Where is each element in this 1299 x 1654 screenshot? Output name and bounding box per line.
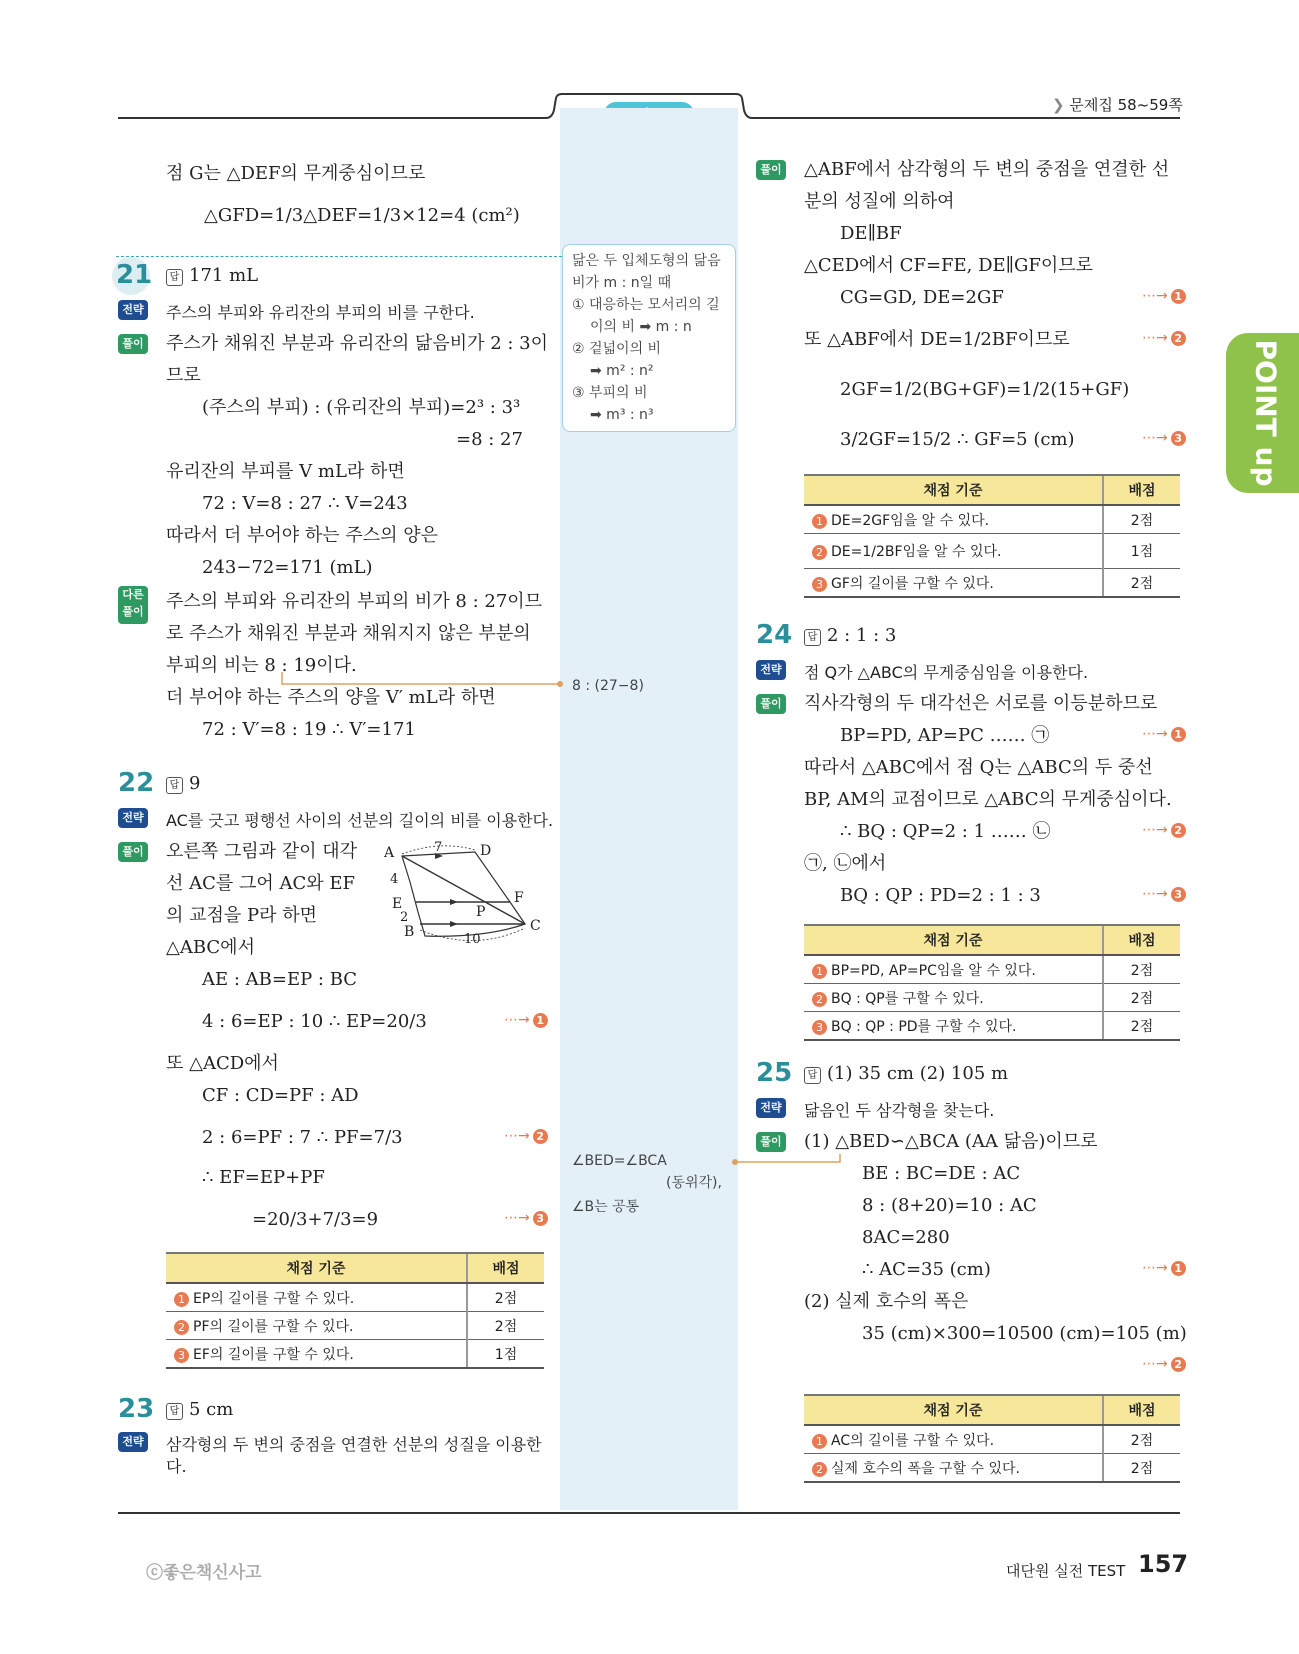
q25-line-2: BE : BC=DE : AC [862,1163,1021,1184]
footer-rule [118,1512,1180,1514]
q24-number: 24 [756,620,793,650]
step-badge-1: 1 [812,514,827,529]
q21-alt-line-3: 부피의 비는 8 : 19이다. [166,655,357,676]
q22-line-8: CF : CD=PF : AD [202,1085,359,1106]
criteria-text: EP의 길이를 구할 수 있다. [193,1290,355,1307]
q23-strategy-1: 삼각형의 두 변의 중점을 연결한 선분의 성질을 이용한 [166,1435,542,1454]
solution-badge: 풀이 [118,842,148,862]
box-note-3-line-2: (동위각), [666,1175,722,1191]
box-note-line-7: ③ 부피의 비 [572,385,648,401]
q21-strategy: 주스의 부피와 유리잔의 부피의 비를 구한다. [166,303,475,322]
table-row [804,1425,1180,1454]
points-text: 2점 [1103,1012,1180,1041]
table-head-points: 배점 [467,1253,544,1283]
table-row [804,1012,1180,1041]
table-row [166,1312,544,1340]
q25-answer [804,1062,1008,1086]
q23-answer [166,1398,233,1422]
table-row [804,1454,1180,1483]
strategy-badge: 전략 [118,808,148,828]
box-note-3-line-3: ∠B는 공통 [572,1199,640,1215]
q22-line-9: 2 : 6=PF : 7 ∴ PF=7/3 [202,1127,403,1148]
box-note-line-2: 비가 m : n일 때 [572,275,672,291]
step-badge-1: 1 [174,1292,189,1307]
points-text: 2점 [1103,505,1180,534]
step-badge-3: 3 [812,577,827,592]
q25-score-table [804,1394,1180,1483]
step-marker-1: ⋯→ 1 [1142,1260,1186,1276]
answer-icon: 답 [166,1403,183,1420]
table-head-criteria: 채점 기준 [804,475,1103,505]
chapter-ref-text: 문제집 58~59쪽 [1069,96,1183,114]
step-badge-3: 3 [174,1348,189,1363]
strategy-badge: 전략 [756,660,786,680]
table-head-points: 배점 [1103,475,1180,505]
q24-score-table [804,924,1180,1041]
strategy-badge: 전략 [756,1098,786,1118]
criteria-text: DE=1/2BF임을 알 수 있다. [831,544,1002,560]
table-row [804,984,1180,1012]
fig-label-P: P [476,904,486,920]
page-number: 157 [1138,1550,1189,1578]
q25-line-5: ∴ AC=35 (cm) [862,1259,991,1280]
q21-alt-line-1: 주스의 부피와 유리잔의 부피의 비가 8 : 27이므 [166,591,543,612]
solution-badge: 풀이 [756,1132,786,1152]
fig-label-7: 7 [434,840,443,855]
q25-line-7: 35 (cm)×300=10500 (cm)=105 (m) [862,1323,1187,1344]
q23-strategy-2: 다. [166,1457,187,1476]
step-marker-1: ⋯→ 1 [1142,726,1186,742]
q22-score-table [166,1252,544,1369]
table-row [804,505,1180,534]
fig-label-C: C [530,918,541,934]
points-text: 1점 [467,1340,544,1369]
q23-sol-line-6: 또 △ABF에서 DE=1/2BF이므로 [804,329,1070,350]
q22-line-11: =20/3+7/3=9 [252,1209,379,1230]
q22-strategy: AC를 긋고 평행선 사이의 선분의 길이의 비를 이용한다. [166,811,554,830]
step-badge-2: 2 [812,1462,827,1477]
criteria-text: BP=PD, AP=PC임을 알 수 있다. [831,962,1036,979]
q24-line-5: ∴ BQ : QP=2 : 1 …… ㉡ [840,821,1051,842]
fig-label-D: D [480,843,492,859]
intro-line-2: △GFD=1/3△DEF=1/3×12=4 (cm²) [204,205,520,226]
q24-line-1: 직사각형의 두 대각선은 서로를 이등분하므로 [804,693,1158,714]
points-text: 2점 [1103,955,1180,984]
q21-line-1: 주스가 채워진 부분과 유리잔의 닮음비가 2 : 3이 [166,333,549,354]
intro-line-1: 점 G는 △DEF의 무게중심이므로 [166,163,426,184]
fig-label-E: E [392,896,403,912]
divider-dashed [116,256,562,257]
box-note-3-line-1: ∠BED=∠BCA [572,1153,667,1169]
step-badge-2: 2 [812,545,827,560]
criteria-text: DE=2GF임을 알 수 있다. [831,512,990,529]
q25-number: 25 [756,1058,793,1088]
q23-answer-text: 5 cm [189,1399,234,1420]
q22-answer [166,772,200,796]
q25-line-1: (1) △BED∽△BCA (AA 닮음)이므로 [804,1131,1098,1152]
box-note-line-5: ② 겉넓이의 비 [572,341,662,357]
step-marker-2: ⋯→ 2 [1142,1356,1186,1372]
points-text: 2점 [1103,569,1180,598]
q22-line-3: 의 교점을 P라 하면 [166,905,317,926]
step-badge-3: 3 [812,1020,827,1035]
step-badge-2: 2 [812,992,827,1007]
answer-icon: 답 [804,629,821,646]
q21-line-8: 243−72=171 (mL) [202,557,373,578]
table-row [804,955,1180,984]
q24-line-3: 따라서 △ABC에서 점 Q는 △ABC의 두 중선 [804,757,1153,778]
q22-line-10: ∴ EF=EP+PF [202,1167,325,1188]
table-head-points: 배점 [1103,925,1180,955]
q24-answer [804,624,896,648]
q21-connector [280,670,570,690]
q24-line-7: BQ : QP : PD=2 : 1 : 3 [840,885,1041,906]
q21-line-6: 72 : V=8 : 27 ∴ V=243 [202,493,408,514]
q21-alt-line-4: 더 부어야 하는 주스의 양을 V′ mL라 하면 [166,687,496,708]
q23-sol-line-4: △CED에서 CF=FE, DE∥GF이므로 [804,255,1094,276]
q25-line-3: 8 : (8+20)=10 : AC [862,1195,1037,1216]
step-badge-2: 2 [174,1320,189,1335]
q25-line-6: (2) 실제 호수의 폭은 [804,1291,969,1312]
q23-sol-line-7: 2GF=1/2(BG+GF)=1/2(15+GF) [840,379,1130,400]
table-head-criteria: 채점 기준 [804,1395,1103,1425]
q23-sol-line-2: 분의 성질에 의하여 [804,191,955,212]
table-head-points: 배점 [1103,1395,1180,1425]
q25-answer-text: (1) 35 cm (2) 105 m [827,1063,1009,1084]
table-row [166,1283,544,1312]
q25-connector [730,1152,860,1172]
q21-line-7: 따라서 더 부어야 하는 주스의 양은 [166,525,439,546]
chapter-ref [1052,94,1183,115]
q23-sol-line-8: 3/2GF=15/2 ∴ GF=5 (cm) [840,429,1075,450]
criteria-text: BQ : QP를 구할 수 있다. [831,990,984,1007]
q22-line-6: 4 : 6=EP : 10 ∴ EP=20/3 [202,1011,427,1032]
strategy-badge: 전략 [118,300,148,320]
step-marker-3: ⋯→ 3 [1142,430,1186,446]
fig-label-10: 10 [464,932,481,947]
fig-label-4: 4 [390,872,399,887]
q22-line-7: 또 △ACD에서 [166,1053,279,1074]
q21-answer [166,264,258,288]
q24-strategy: 점 Q가 △ABC의 무게중심임을 이용한다. [804,663,1089,682]
points-text: 2점 [1103,984,1180,1012]
strategy-badge: 전략 [118,1432,148,1452]
step-badge-1: 1 [812,964,827,979]
q23-sol-line-1: △ABF에서 삼각형의 두 변의 중점을 연결한 선 [804,159,1170,180]
table-row [804,569,1180,598]
q24-line-2: BP=PD, AP=PC …… ㉠ [840,725,1050,746]
q22-line-2: 선 AC를 그어 AC와 EF [166,873,355,894]
q23-sol-line-5: CG=GD, DE=2GF [840,287,1004,308]
step-marker-1: ⋯→ 1 [1142,288,1186,304]
q22-line-1: 오른쪽 그림과 같이 대각 [166,841,358,862]
q24-answer-text: 2 : 1 : 3 [827,625,897,646]
header-rule-right [752,117,1180,119]
header-rule-left [118,117,546,119]
solution-badge: 풀이 [118,334,148,354]
q22-line-5: AE : AB=EP : BC [202,969,358,990]
solution-badge: 풀이 [756,694,786,714]
q21-alt-line-2: 로 주스가 채워진 부분과 채워지지 않은 부분의 [166,623,531,644]
q22-line-4: △ABC에서 [166,937,255,958]
box-note-line-4: 이의 비 ➡ m : n [590,319,692,335]
answer-icon: 답 [166,777,183,794]
fig-label-A: A [384,845,395,861]
publisher-logo: ⓒ좋은책신사고 [146,1563,262,1583]
points-text: 2점 [1103,1454,1180,1483]
q22-answer-text: 9 [189,773,201,794]
q21-line-2: 므로 [166,365,201,386]
fig-label-B: B [404,924,415,940]
q25-line-4: 8AC=280 [862,1227,950,1248]
q25-strategy: 닮음인 두 삼각형을 찾는다. [804,1101,995,1120]
box-note-line-6: ➡ m² : n² [590,363,654,379]
q21-number: 21 [116,260,153,290]
footer-section: 대단원 실전 TEST [1006,1562,1126,1580]
alt-solution-badge: 다른 풀이 [118,586,148,624]
step-badge-1: 1 [812,1434,827,1449]
criteria-text: PF의 길이를 구할 수 있다. [193,1318,354,1335]
q23-score-table [804,474,1180,598]
box-note-line-1: 닮은 두 입체도형의 닮음 [572,253,721,269]
fig-label-2: 2 [400,910,409,925]
points-text: 2점 [467,1312,544,1340]
point-up-label: POINT up [1249,339,1283,487]
step-marker-2: ⋯→ 2 [504,1128,548,1144]
criteria-text: 실제 호수의 폭을 구할 수 있다. [831,1460,1020,1477]
q23-number: 23 [118,1394,155,1424]
q21-line-4: =8 : 27 [456,429,523,450]
step-marker-2: ⋯→ 2 [1142,330,1186,346]
answer-icon: 답 [804,1067,821,1084]
step-marker-2: ⋯→ 2 [1142,822,1186,838]
q24-line-6: ㉠, ㉡에서 [804,853,887,874]
points-text: 1점 [1103,534,1180,569]
q22-number: 22 [118,768,155,798]
step-marker-1: ⋯→ 1 [504,1012,548,1028]
criteria-text: EF의 길이를 구할 수 있다. [193,1346,354,1363]
table-row [166,1340,544,1369]
fig-label-F: F [514,890,524,906]
table-row [804,534,1180,569]
table-head-criteria: 채점 기준 [804,925,1103,955]
box-note-2: 8 : (27−8) [572,678,644,694]
step-marker-3: ⋯→ 3 [504,1210,548,1226]
box-note-line-3: ① 대응하는 모서리의 길 [572,297,720,313]
criteria-text: AC의 길이를 구할 수 있다. [831,1432,995,1449]
table-head-criteria: 채점 기준 [166,1253,467,1283]
q21-line-3: (주스의 부피) : (유리잔의 부피)=2³ : 3³ [202,397,521,418]
box-note-line-8: ➡ m³ : n³ [590,407,654,423]
points-text: 2점 [467,1283,544,1312]
q23-sol-line-3: DE∥BF [840,223,902,244]
criteria-text: GF의 길이를 구할 수 있다. [831,575,994,592]
solution-badge: 풀이 [756,160,786,180]
q24-line-4: BP, AM의 교점이므로 △ABC의 무게중심이다. [804,789,1172,810]
q21-answer-text: 171 mL [189,265,259,286]
step-marker-3: ⋯→ 3 [1142,886,1186,902]
points-text: 2점 [1103,1425,1180,1454]
q21-alt-line-5: 72 : V′=8 : 19 ∴ V′=171 [202,719,416,740]
criteria-text: BQ : QP : PD를 구할 수 있다. [831,1018,1017,1035]
answer-icon: 답 [166,269,183,286]
q21-line-5: 유리잔의 부피를 V mL라 하면 [166,461,405,482]
chevron-right-icon: ❯ [1052,96,1065,114]
